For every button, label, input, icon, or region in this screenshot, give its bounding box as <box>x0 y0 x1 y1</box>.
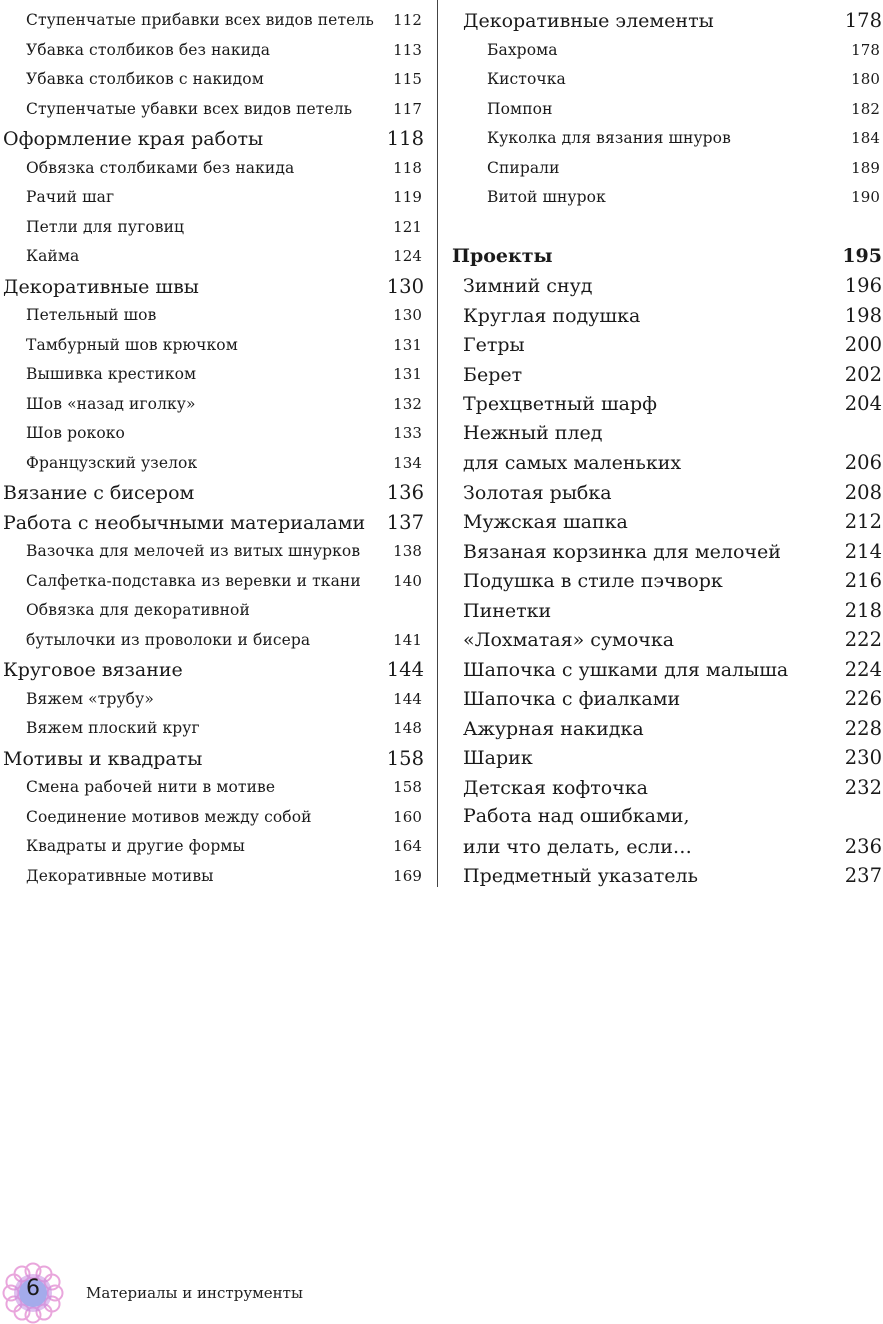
toc-page-number: 190 <box>851 188 880 206</box>
toc-chapter[interactable] <box>452 773 882 803</box>
toc-entry-title: Оформление края работы <box>3 128 264 150</box>
toc-subentry[interactable] <box>0 301 424 331</box>
toc-page-number: 131 <box>393 335 422 354</box>
toc-entry-title: Вазочка для мелочей из витых шнурков <box>26 542 361 560</box>
toc-entry-title: Пинетки <box>463 599 552 622</box>
toc-chapter[interactable] <box>452 743 882 773</box>
toc-page-number: 212 <box>844 510 882 533</box>
toc-entry-title: Проекты <box>452 244 553 267</box>
toc-page-number: 189 <box>851 158 880 177</box>
toc-entry-title: Кайма <box>26 247 80 265</box>
toc-subentry[interactable] <box>0 832 424 862</box>
toc-page-number: 180 <box>851 70 880 88</box>
toc-page-number: 164 <box>393 837 422 855</box>
toc-entry-title: Трехцветный шарф <box>463 393 657 415</box>
toc-page-number: 136 <box>386 481 424 504</box>
toc-page-number: 228 <box>844 716 882 740</box>
toc-right-column <box>452 6 882 891</box>
toc-entry-title: Помпон <box>487 99 553 118</box>
toc-subentry[interactable] <box>0 360 424 390</box>
toc-chapter[interactable] <box>0 124 424 154</box>
toc-entry-title: Убавка столбиков с накидом <box>26 70 264 88</box>
toc-entry-title: бутылочки из проволоки и бисера <box>26 630 311 649</box>
toc-entry-title: Мотивы и квадраты <box>3 747 203 770</box>
toc-chapter[interactable] <box>452 360 882 390</box>
toc-subentry[interactable] <box>0 419 424 449</box>
toc-chapter[interactable] <box>0 508 424 538</box>
toc-page-number: 121 <box>393 217 422 236</box>
toc-subentry[interactable] <box>452 154 882 184</box>
toc-subentry[interactable] <box>452 183 882 213</box>
toc-page-number: 206 <box>844 451 882 474</box>
toc-page-number: 237 <box>844 864 882 887</box>
toc-chapter[interactable] <box>0 744 424 774</box>
toc-entry-title: Ступенчатые прибавки всех видов петель <box>26 11 374 29</box>
toc-entry-title: Детская кофточка <box>463 776 648 799</box>
toc-entry-title: Работа над ошибками, <box>463 805 690 827</box>
toc-entry-title: или что делать, если… <box>463 835 692 858</box>
toc-entry-title: Обвязка столбиками без накида <box>26 158 295 177</box>
toc-page-number: 184 <box>851 129 880 147</box>
toc-subentry[interactable] <box>0 36 424 66</box>
toc-entry-title: Декоративные швы <box>3 275 199 298</box>
toc-chapter[interactable] <box>452 6 882 36</box>
toc-entry-title: для самых маленьких <box>463 452 682 474</box>
toc-page-number: 158 <box>393 778 422 796</box>
toc-entry-title: Вяжем плоский круг <box>26 719 200 737</box>
toc-page-number: 119 <box>393 188 422 206</box>
toc-subentry[interactable] <box>0 773 424 803</box>
toc-chapter[interactable] <box>452 330 882 360</box>
toc-entry-title: Ступенчатые убавки всех видов петель <box>26 99 353 118</box>
toc-chapter[interactable] <box>0 655 424 685</box>
toc-entry-title: Ажурная накидка <box>463 717 644 740</box>
toc-subentry[interactable] <box>452 95 882 125</box>
toc-entry-title: Декоративные элементы <box>463 10 714 32</box>
toc-subentry[interactable] <box>0 449 424 479</box>
toc-page-number: 124 <box>393 247 422 265</box>
toc-entry-title: Убавка столбиков без накида <box>26 40 271 59</box>
toc-chapter[interactable] <box>452 566 882 596</box>
toc-page-number: 117 <box>393 99 422 118</box>
toc-subentry[interactable] <box>452 124 882 154</box>
toc-entry-title: Работа с необычными материалами <box>3 511 366 534</box>
toc-page-number: 214 <box>844 539 882 563</box>
toc-chapter[interactable] <box>452 507 882 537</box>
toc-chapter[interactable] <box>452 389 882 419</box>
toc-subentry[interactable] <box>452 65 882 95</box>
toc-page-number: 138 <box>393 542 422 560</box>
toc-page-number: 130 <box>386 274 424 298</box>
toc-chapter[interactable] <box>452 596 882 626</box>
toc-page-number: 118 <box>386 127 424 150</box>
toc-entry-title: Вяжем «трубу» <box>26 689 154 708</box>
toc-chapter[interactable] <box>452 448 882 478</box>
toc-entry-title: Вязание с бисером <box>3 482 195 504</box>
toc-entry-title: Шов рококо <box>26 424 125 442</box>
toc-entry-title: Зимний снуд <box>463 275 593 297</box>
toc-page-number: 160 <box>393 807 422 826</box>
toc-subentry[interactable] <box>0 626 424 656</box>
toc-chapter[interactable] <box>452 714 882 744</box>
toc-entry-title: Соединение мотивов между собой <box>26 807 312 826</box>
toc-subentry[interactable] <box>0 6 424 36</box>
toc-entry-title: Спирали <box>487 158 560 177</box>
toc-page-number: 182 <box>851 99 880 118</box>
toc-page-number: 141 <box>393 630 422 649</box>
toc-entry-title: Куколка для вязания шнуров <box>487 129 731 147</box>
toc-subentry[interactable] <box>0 242 424 272</box>
toc-entry-title: Круглая подушка <box>463 304 641 327</box>
toc-entry-title: Подушка в стиле пэчворк <box>463 570 723 592</box>
toc-entry-title: Берет <box>463 363 523 386</box>
toc-page-number: 222 <box>844 628 882 651</box>
toc-subentry[interactable] <box>0 183 424 213</box>
toc-entry-title: Шов «назад иголку» <box>26 394 196 413</box>
toc-page-number: 216 <box>844 569 882 592</box>
toc-page-number: 208 <box>844 480 882 504</box>
toc-chapter[interactable] <box>452 537 882 567</box>
toc-entry-title: Шапочка с ушками для малыша <box>463 658 789 681</box>
toc-subentry[interactable] <box>0 596 424 626</box>
toc-page-number: 130 <box>393 306 422 324</box>
toc-entry-title: Вязаная корзинка для мелочей <box>463 540 781 563</box>
toc-entry-title: Гетры <box>463 334 525 356</box>
toc-page-number: 230 <box>844 746 882 769</box>
column-divider <box>437 0 438 887</box>
toc-subentry[interactable] <box>0 537 424 567</box>
toc-chapter[interactable] <box>452 301 882 331</box>
toc-page-number: 198 <box>844 303 882 327</box>
toc-entry-title: Декоративные мотивы <box>26 866 214 885</box>
toc-page-number: 144 <box>393 689 422 708</box>
toc-entry-title: Кисточка <box>487 70 566 88</box>
toc-subentry[interactable] <box>452 36 882 66</box>
toc-subentry[interactable] <box>0 862 424 892</box>
toc-entry-title: Смена рабочей нити в мотиве <box>26 778 276 796</box>
toc-entry-title: Петли для пуговиц <box>26 217 185 236</box>
toc-page-number: 113 <box>393 40 422 59</box>
toc-subentry[interactable] <box>0 714 424 744</box>
toc-page-number: 115 <box>393 70 422 88</box>
toc-chapter[interactable] <box>452 655 882 685</box>
toc-page-number: 226 <box>844 687 882 710</box>
toc-page-number: 158 <box>386 746 424 770</box>
toc-page-number: 224 <box>844 657 882 681</box>
toc-subentry[interactable] <box>0 567 424 597</box>
toc-section-heading[interactable] <box>452 242 882 272</box>
toc-entry-title: Предметный указатель <box>463 865 698 887</box>
toc-page-number: 148 <box>393 719 422 737</box>
toc-page-number: 137 <box>386 510 424 534</box>
toc-page-number: 112 <box>393 11 422 29</box>
toc-entry-title: Рачий шаг <box>26 188 115 206</box>
toc-entry-title: Тамбурный шов крючком <box>26 335 238 354</box>
toc-chapter[interactable] <box>0 272 424 302</box>
toc-left-column <box>0 6 424 891</box>
toc-page-number: 196 <box>844 274 882 297</box>
toc-subentry[interactable] <box>0 685 424 715</box>
toc-chapter[interactable] <box>452 802 882 832</box>
toc-chapter[interactable] <box>452 861 882 891</box>
toc-page-number: 218 <box>844 598 882 622</box>
toc-page-number: 178 <box>851 40 880 59</box>
toc-page-number: 178 <box>844 9 882 32</box>
toc-page-number: 236 <box>844 834 882 858</box>
toc-chapter[interactable] <box>452 478 882 508</box>
toc-entry-title: Салфетка-подставка из веревки и ткани <box>26 571 361 590</box>
page-number: 6 <box>26 1276 40 1301</box>
toc-spacer <box>452 213 882 242</box>
toc-page-number: 169 <box>393 866 422 885</box>
toc-entry-title: Круговое вязание <box>3 659 183 681</box>
toc-entry-title: Нежный плед <box>463 421 603 444</box>
toc-subentry[interactable] <box>0 390 424 420</box>
toc-page-number: 200 <box>844 333 882 356</box>
toc-subentry[interactable] <box>0 65 424 95</box>
toc-subentry[interactable] <box>0 154 424 184</box>
running-footer-title: Материалы и инструменты <box>86 1284 303 1302</box>
toc-subentry[interactable] <box>0 803 424 833</box>
toc-page-number: 144 <box>386 658 424 681</box>
toc-entry-title: Витой шнурок <box>487 188 606 206</box>
toc-chapter[interactable] <box>452 832 882 862</box>
toc-subentry[interactable] <box>0 331 424 361</box>
toc-chapter[interactable] <box>452 419 882 449</box>
toc-entry-title: Квадраты и другие формы <box>26 837 245 855</box>
toc-chapter[interactable] <box>452 271 882 301</box>
toc-page-number: 195 <box>842 244 882 267</box>
toc-subentry[interactable] <box>0 213 424 243</box>
toc-page-number: 232 <box>844 775 882 799</box>
toc-page-number: 118 <box>393 158 422 177</box>
toc-page-number: 134 <box>393 453 422 472</box>
toc-entry-title: Бахрома <box>487 40 558 59</box>
toc-entry-title: Мужская шапка <box>463 511 628 533</box>
toc-page-number: 140 <box>393 571 422 590</box>
toc-entry-title: Шарик <box>463 747 533 769</box>
toc-page-number: 131 <box>393 365 422 383</box>
toc-subentry[interactable] <box>0 95 424 125</box>
toc-entry-title: Шапочка с фиалками <box>463 688 681 710</box>
toc-entry-title: Вышивка крестиком <box>26 365 197 383</box>
toc-chapter[interactable] <box>452 625 882 655</box>
toc-entry-title: Обвязка для декоративной <box>26 601 250 619</box>
toc-page-number: 204 <box>844 392 882 415</box>
toc-chapter[interactable] <box>0 478 424 508</box>
toc-page-number: 133 <box>393 424 422 442</box>
toc-entry-title: Французский узелок <box>26 453 198 472</box>
toc-page-number: 202 <box>844 362 882 386</box>
toc-chapter[interactable] <box>452 684 882 714</box>
toc-entry-title: «Лохматая» сумочка <box>463 629 675 651</box>
toc-entry-title: Петельный шов <box>26 306 157 324</box>
toc-entry-title: Золотая рыбка <box>463 481 612 504</box>
toc-page-number: 132 <box>393 394 422 413</box>
